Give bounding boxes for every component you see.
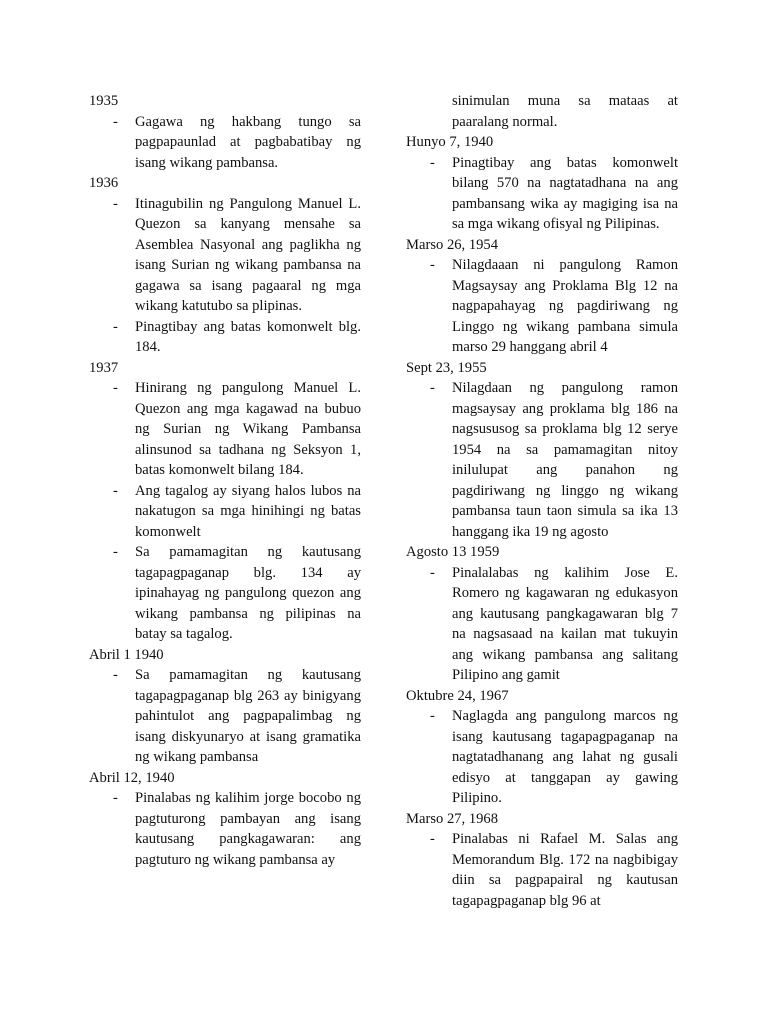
item-text: Itinagubilin ng Pangulong Manuel L. Quezon sa kanyang mensahe sa Asemblea Nasyonal ang paglikha ng isang Surian ng wikang pambansa na gagawa sa isang pagaaral ng mga wikang katutubo sa plipinas. xyxy=(135,195,361,314)
list-item xyxy=(89,665,361,768)
item-text: Nilagdaaan ni pangulong Ramon Magsaysay ang Proklama Blg 12 na nagpapahayag ng pagdiriwang ng Linggo ng wikang pambana simula marso 29 hanggang abril 4 xyxy=(452,257,678,355)
item-text: Pinalabas ng kalihim jorge bocobo ng pagtuturong pambayan ang isang kautusang pangkagawaran: ang pagtuturo ng wikang pambansa ay xyxy=(135,790,361,868)
timeline-entry xyxy=(89,358,361,645)
list-item xyxy=(406,829,678,911)
timeline-entry xyxy=(406,132,678,235)
item-text: Hinirang ng pangulong Manuel L. Quezon ang mga kagawad na bubuo ng Surian ng Wikang Pambansa alinsunod sa tadhana ng Seksyon 1, batas komonwelt bilang 184. xyxy=(135,380,361,478)
timeline-entry xyxy=(89,173,361,358)
list-item xyxy=(89,112,361,174)
list-item xyxy=(406,255,678,358)
left-column xyxy=(89,91,361,870)
list-item xyxy=(89,194,361,317)
list-item xyxy=(406,378,678,542)
list-item xyxy=(89,317,361,358)
item-text: Nilagdaan ng pangulong ramon magsaysay ang proklama blg 186 na nagsususog sa proklama blg 12 serye 1954 na sa pamamagitan nitoy inilulupat ang panahon ng pagdiriwang ng linggo ng wikang pambansa taun taon simula sa ika 13 hanggang ika 19 ng agosto xyxy=(452,380,678,540)
item-text: Pinagtibay ang batas komonwelt bilang 570 na nagtatadhana na ang pambansang wika ay magiging isa na sa mga wikang ofisyal ng Pilipinas. xyxy=(452,154,678,232)
entry-date: Abril 12, 1940 xyxy=(89,769,175,786)
item-text: Pinalabas ni Rafael M. Salas ang Memorandum Blg. 172 na nagbibigay diin sa pagpapairal ng kautusan tagapagpaganap blg 96 at xyxy=(452,831,678,909)
list-item xyxy=(89,481,361,543)
timeline-entry xyxy=(406,358,678,543)
bullet-dash: - xyxy=(113,790,118,806)
timeline-entry xyxy=(406,542,678,686)
bullet-dash: - xyxy=(113,113,118,130)
list-item xyxy=(89,542,361,645)
list-item xyxy=(406,153,678,235)
timeline-entry xyxy=(89,768,361,871)
bullet-dash: - xyxy=(430,831,435,847)
bullet-dash: - xyxy=(113,380,118,396)
list-item xyxy=(406,563,678,686)
item-text: Gagawa ng hakbang tungo sa pagpapaunlad at pagbabatibay ng isang wikang pambansa. xyxy=(135,113,361,171)
list-item xyxy=(89,378,361,481)
bullet-dash: - xyxy=(113,195,118,212)
bullet-dash: - xyxy=(113,482,118,499)
entry-date: 1937 xyxy=(89,359,119,376)
item-text: Sa pamamagitan ng kautusang tagapagpaganap blg 263 ay binigyang pahintulot ang pagpapalimbag ng isang diskyunaryo at isang gramatika ng wikang pambansa xyxy=(135,667,361,765)
bullet-dash: - xyxy=(430,564,435,581)
list-item xyxy=(89,788,361,870)
bullet-dash: - xyxy=(430,257,435,273)
timeline-entry xyxy=(406,686,678,809)
continued-text: sinimulan muna sa mataas at paaralang normal. xyxy=(452,93,678,130)
entry-date: 1936 xyxy=(89,175,119,191)
bullet-dash: - xyxy=(113,544,118,560)
entry-date: Abril 1 1940 xyxy=(89,646,164,663)
entry-date: Sept 23, 1955 xyxy=(406,359,487,376)
timeline-entry xyxy=(89,645,361,768)
timeline-entry xyxy=(406,809,678,912)
item-text: Naglagda ang pangulong marcos ng isang kautusang tagapagpaganap na nagtatadhanang ang lahat ng gusali edisyo at tanggapan ay gawing Pilipino. xyxy=(452,708,678,806)
list-item xyxy=(406,706,678,809)
item-text: Pinalalabas ng kalihim Jose E. Romero ng kagawaran ng edukasyon ang kautusang pangkagawaran blg 7 na nagsasaad na kailan mat tukuyin ang wikang pambansa ang salitang Pilipino ang gamit xyxy=(452,564,678,683)
entry-date: 1935 xyxy=(89,93,119,109)
timeline-entry xyxy=(406,235,678,358)
bullet-dash: - xyxy=(113,318,118,335)
item-text: Sa pamamagitan ng kautusang tagapagpaganap blg. 134 ay ipinahayag ng pangulong quezon ang wikang pambansa ng pilipinas na batay sa tagalog. xyxy=(135,544,361,642)
right-column xyxy=(406,91,678,911)
item-text: Ang tagalog ay siyang halos lubos na nakatugon sa mga hinihingi ng batas komonwelt xyxy=(135,482,361,540)
bullet-dash: - xyxy=(430,708,435,724)
timeline-entry xyxy=(89,91,361,173)
entry-date: Agosto 13 1959 xyxy=(406,544,500,560)
bullet-dash: - xyxy=(430,154,435,171)
bullet-dash: - xyxy=(113,667,118,683)
bullet-dash: - xyxy=(430,380,435,396)
entry-date: Hunyo 7, 1940 xyxy=(406,134,494,150)
entry-date: Oktubre 24, 1967 xyxy=(406,687,509,704)
item-text: Pinagtibay ang batas komonwelt blg. 184. xyxy=(135,318,361,355)
entry-date: Marso 27, 1968 xyxy=(406,810,499,827)
entry-date: Marso 26, 1954 xyxy=(406,236,499,253)
